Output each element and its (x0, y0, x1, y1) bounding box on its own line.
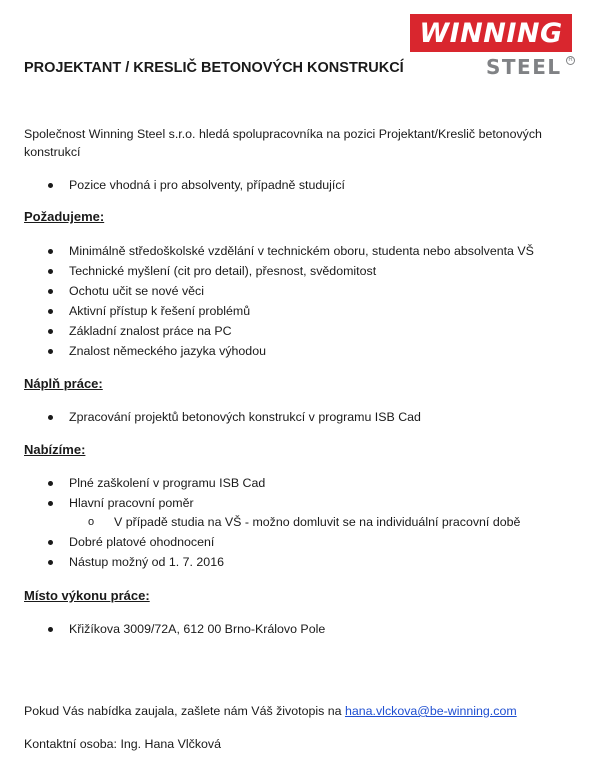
section-heading-requirements: Požadujeme: (24, 209, 105, 224)
logo-steel: STEEL (486, 55, 562, 79)
circle-bullet-icon: o (88, 516, 95, 528)
bullet-icon (48, 269, 53, 274)
list-item: Křižíkova 3009/72A, 612 00 Brno-Královo Pole (44, 621, 564, 637)
bullet-icon (48, 183, 53, 188)
bullet-icon (48, 501, 53, 506)
list-item: Plné zaškolení v programu ISB Cad (44, 475, 564, 491)
list-item: Technické myšlení (cit pro detail), přesnost, svědomitost (44, 263, 564, 279)
contact-person: Kontaktní osoba: Ing. Hana Vlčková (24, 737, 221, 751)
list-item: Minimálně středoškolské vzdělání v technickém oboru, studenta nebo absolventa VŠ (44, 243, 564, 259)
bullet-icon (48, 309, 53, 314)
list-item: Pozice vhodná i pro absolventy, případně studující (44, 177, 564, 193)
intro-paragraph: Společnost Winning Steel s.r.o. hledá spolupracovníka na pozici Projektant/Kreslič betonových konstrukcí (24, 127, 542, 159)
bullet-icon (48, 289, 53, 294)
bullet-icon (48, 415, 53, 420)
bullet-icon (48, 249, 53, 254)
email-link[interactable]: hana.vlckova@be-winning.com (344, 704, 517, 718)
section-heading-place: Místo výkonu práce: (24, 588, 150, 603)
sub-list-item: o V případě studia na VŠ - možno domluvit se na individuální pracovní době (88, 515, 521, 529)
list-item: Ochotu učit se nové věci (44, 283, 564, 299)
bullet-icon (48, 329, 53, 334)
company-logo (410, 14, 575, 79)
bullet-icon (48, 540, 53, 545)
contact-line (24, 704, 517, 718)
logo-word: WINNING (419, 17, 563, 49)
page-title: PROJEKTANT / KRESLIČ BETONOVÝCH KONSTRUKCÍ (24, 60, 404, 76)
list-item: Aktivní přístup k řešení problémů (44, 303, 564, 319)
contact-text: Pokud Vás nabídka zaujala, zašlete nám Váš životopis na (24, 704, 342, 718)
bullet-icon (48, 560, 53, 565)
registered-icon: R (566, 56, 575, 65)
list-item: Hlavní pracovní poměr (44, 495, 564, 511)
bullet-icon (48, 349, 53, 354)
list-item: Nástup možný od 1. 7. 2016 (44, 554, 564, 570)
list-item: Základní znalost práce na PC (44, 323, 564, 339)
list-item: Dobré platové ohodnocení (44, 534, 564, 550)
bullet-icon (48, 481, 53, 486)
bullet-icon (48, 627, 53, 632)
list-item: Znalost německého jazyka výhodou (44, 343, 564, 359)
logo-red-box (410, 14, 572, 52)
section-heading-job: Náplň práce: (24, 376, 103, 391)
list-item: Zpracování projektů betonových konstrukcí v programu ISB Cad (44, 409, 564, 425)
section-heading-offer: Nabízíme: (24, 442, 86, 457)
